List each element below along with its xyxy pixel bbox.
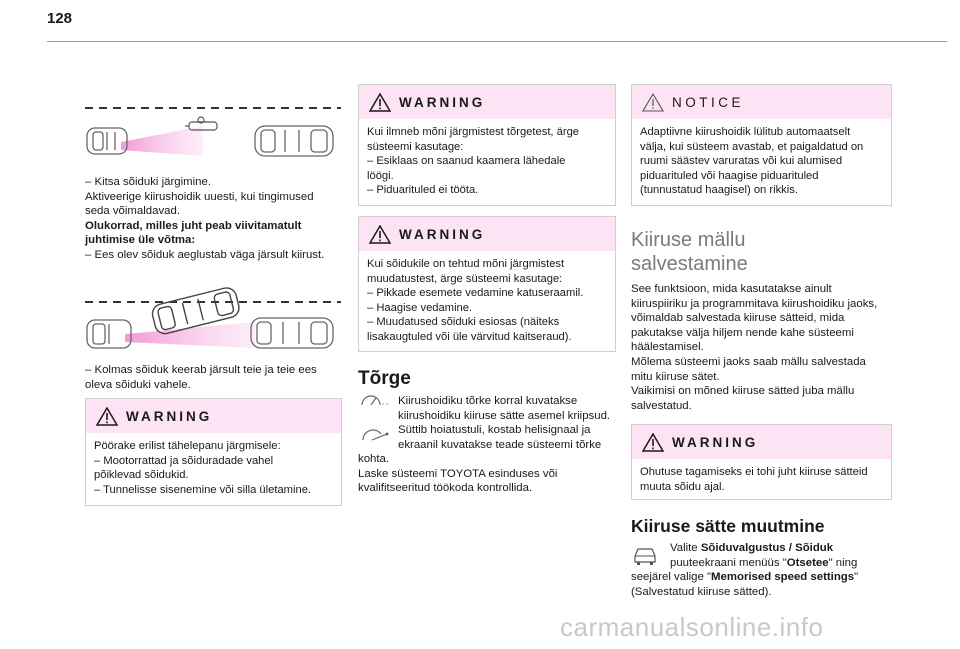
text-line: kiiruspiiriku ja programmitava kiirushoidiku jaoks,	[631, 297, 878, 310]
notice-box	[631, 84, 892, 206]
bold-text: Olukorrad, milles juht peab viivitamatult	[85, 219, 302, 232]
text-line: See funktsioon, mida kasutatakse ainult	[631, 283, 832, 295]
warning-box	[358, 216, 616, 352]
car-icon	[87, 128, 127, 154]
text-line: seda võimaldavad.	[85, 205, 180, 218]
text-line: Laske süsteemi TOYOTA esinduses või	[358, 467, 558, 480]
text-line: Mõlema süsteemi jaoks saab mällu salvestada	[631, 355, 866, 368]
warning-title: WARNING	[672, 435, 759, 450]
watermark: carmanualsonline.info	[560, 612, 824, 642]
text-line: oleva sõiduki vahele.	[85, 378, 191, 391]
text-line: Adaptiivne kiirushoidik lülitub automaatselt	[640, 126, 851, 138]
text-line: – Piduarituled ei tööta.	[367, 184, 479, 197]
warning-box	[358, 84, 616, 206]
notice-triangle-icon	[642, 93, 664, 112]
text-line: muuta sõidu ajal.	[640, 480, 725, 493]
text-line: Aktiveerige kiirushoidik uuesti, kui tingimused	[85, 190, 314, 203]
text-line: Kui sõidukile on tehtud mõni järgmistest	[367, 258, 565, 270]
warning-title: WARNING	[399, 227, 486, 242]
warning-triangle-icon	[369, 225, 391, 244]
text-line: – Esiklaas on saanud kaamera lähedale	[367, 155, 566, 168]
warning-header	[359, 85, 615, 119]
text-line: löögi.	[367, 169, 394, 182]
warning-box	[631, 424, 892, 500]
text-line: – Haagise vedamine.	[367, 301, 473, 314]
text-line: välja, kui süsteem avastab, et paigaldatud on	[640, 140, 864, 153]
text-line: Ohutuse tagamiseks ei tohi juht kiiruse sätteid	[640, 466, 868, 478]
text-line: (tunnustatud haagisel) on rikkis.	[640, 184, 798, 197]
menu-path-bold: Sõiduvalgustus / Sõiduk	[700, 542, 834, 554]
text-line: ekraanil kuvatakse teade süsteemi tõrke	[398, 438, 602, 451]
section-heading-fault: Tõrge	[358, 368, 411, 389]
text-line: piduarituled või haagise piduarituled	[640, 169, 819, 182]
page-number: 128	[47, 10, 73, 27]
text-line: – Kitsa sõiduki järgimine.	[85, 176, 211, 188]
warning-lamp-icon	[360, 428, 390, 444]
warning-header	[86, 399, 341, 433]
text-line: lisakaugtuled või üle värvitud kaitseraud).	[367, 330, 572, 343]
text-line: Pöörake erilist tähelepanu järgmisele:	[94, 440, 281, 452]
text-line: ruumi säästev varuratas või kui alumised	[640, 155, 843, 168]
warning-header	[359, 217, 615, 251]
text-line: pakutakse välja hiljem nende kahe süsteemi	[631, 326, 854, 339]
illustration-pedestrian-ahead	[85, 98, 341, 160]
text-line: kohta.	[358, 453, 390, 465]
menu-shortcut-bold: Otsetee	[786, 556, 829, 569]
section-heading-change-speed: Kiiruse sätte muutmine	[631, 516, 825, 536]
text-line: – Muudatused sõiduki esiosas (näiteks	[367, 316, 560, 329]
notice-title: NOTICE	[672, 95, 745, 110]
text-line: salvestatud.	[631, 399, 692, 412]
top-rule	[47, 41, 947, 42]
section-heading-memory: Kiiruse mällu salvestamine	[631, 229, 748, 275]
text-line: kvalifitseeritud töökoda kontrollida.	[358, 482, 533, 495]
text-line: süsteemi kasutage:	[367, 140, 464, 153]
text-line: mitu kiiruse sätet.	[631, 370, 720, 383]
text-line: häälestamisel.	[631, 341, 704, 354]
warning-triangle-icon	[642, 433, 664, 452]
cruise-control-icon	[358, 393, 390, 407]
text-line: Süttib hoiatustuli, kostab helisignaal ja	[398, 424, 591, 437]
notice-header	[632, 85, 891, 119]
text-line: – Pikkade esemete vedamine katuseraamil.	[367, 287, 584, 300]
text-line: kiirushoidiku kiiruse sätte asemel kriipsud.	[398, 409, 611, 422]
warning-title: WARNING	[126, 409, 213, 424]
text-line: – Kolmas sõiduk keerab järsult teie ja teie ees	[85, 364, 317, 376]
vehicle-icon	[632, 546, 658, 566]
text-line: – Mootorrattad ja sõiduradade vahel	[94, 454, 274, 467]
text-line: põiklevad sõidukid.	[94, 469, 189, 482]
text-line: Kui ilmneb mõni järgmistest tõrgetest, ärge	[367, 126, 580, 138]
text-line: Vaikimisi on mõned kiiruse sätted juba mällu	[631, 385, 855, 398]
car-icon	[251, 318, 333, 348]
illustration-car-cutting-in	[85, 282, 341, 350]
text-line: Kiirushoidiku tõrke korral kuvatakse	[398, 395, 578, 407]
car-icon	[87, 320, 131, 348]
bold-text: juhtimise üle võtma:	[85, 234, 196, 247]
warning-triangle-icon	[96, 407, 118, 426]
text-line: – Tunnelisse sisenemine või silla ületamine.	[94, 483, 312, 496]
warning-title: WARNING	[399, 95, 486, 110]
warning-triangle-icon	[369, 93, 391, 112]
menu-option-bold: Memorised speed settings	[711, 571, 855, 583]
text-line: (Salvestatud kiiruse sätted).	[631, 585, 772, 598]
text-line: muudatustest, ärge süsteemi kasutage:	[367, 272, 563, 285]
text-line: – Ees olev sõiduk aeglustab väga järsult kiirust.	[85, 248, 325, 261]
warning-box	[85, 398, 342, 506]
text-line: võimaldab salvestada kiiruse sätteid, mida	[631, 312, 845, 325]
warning-header	[632, 425, 891, 459]
car-icon	[255, 126, 333, 156]
